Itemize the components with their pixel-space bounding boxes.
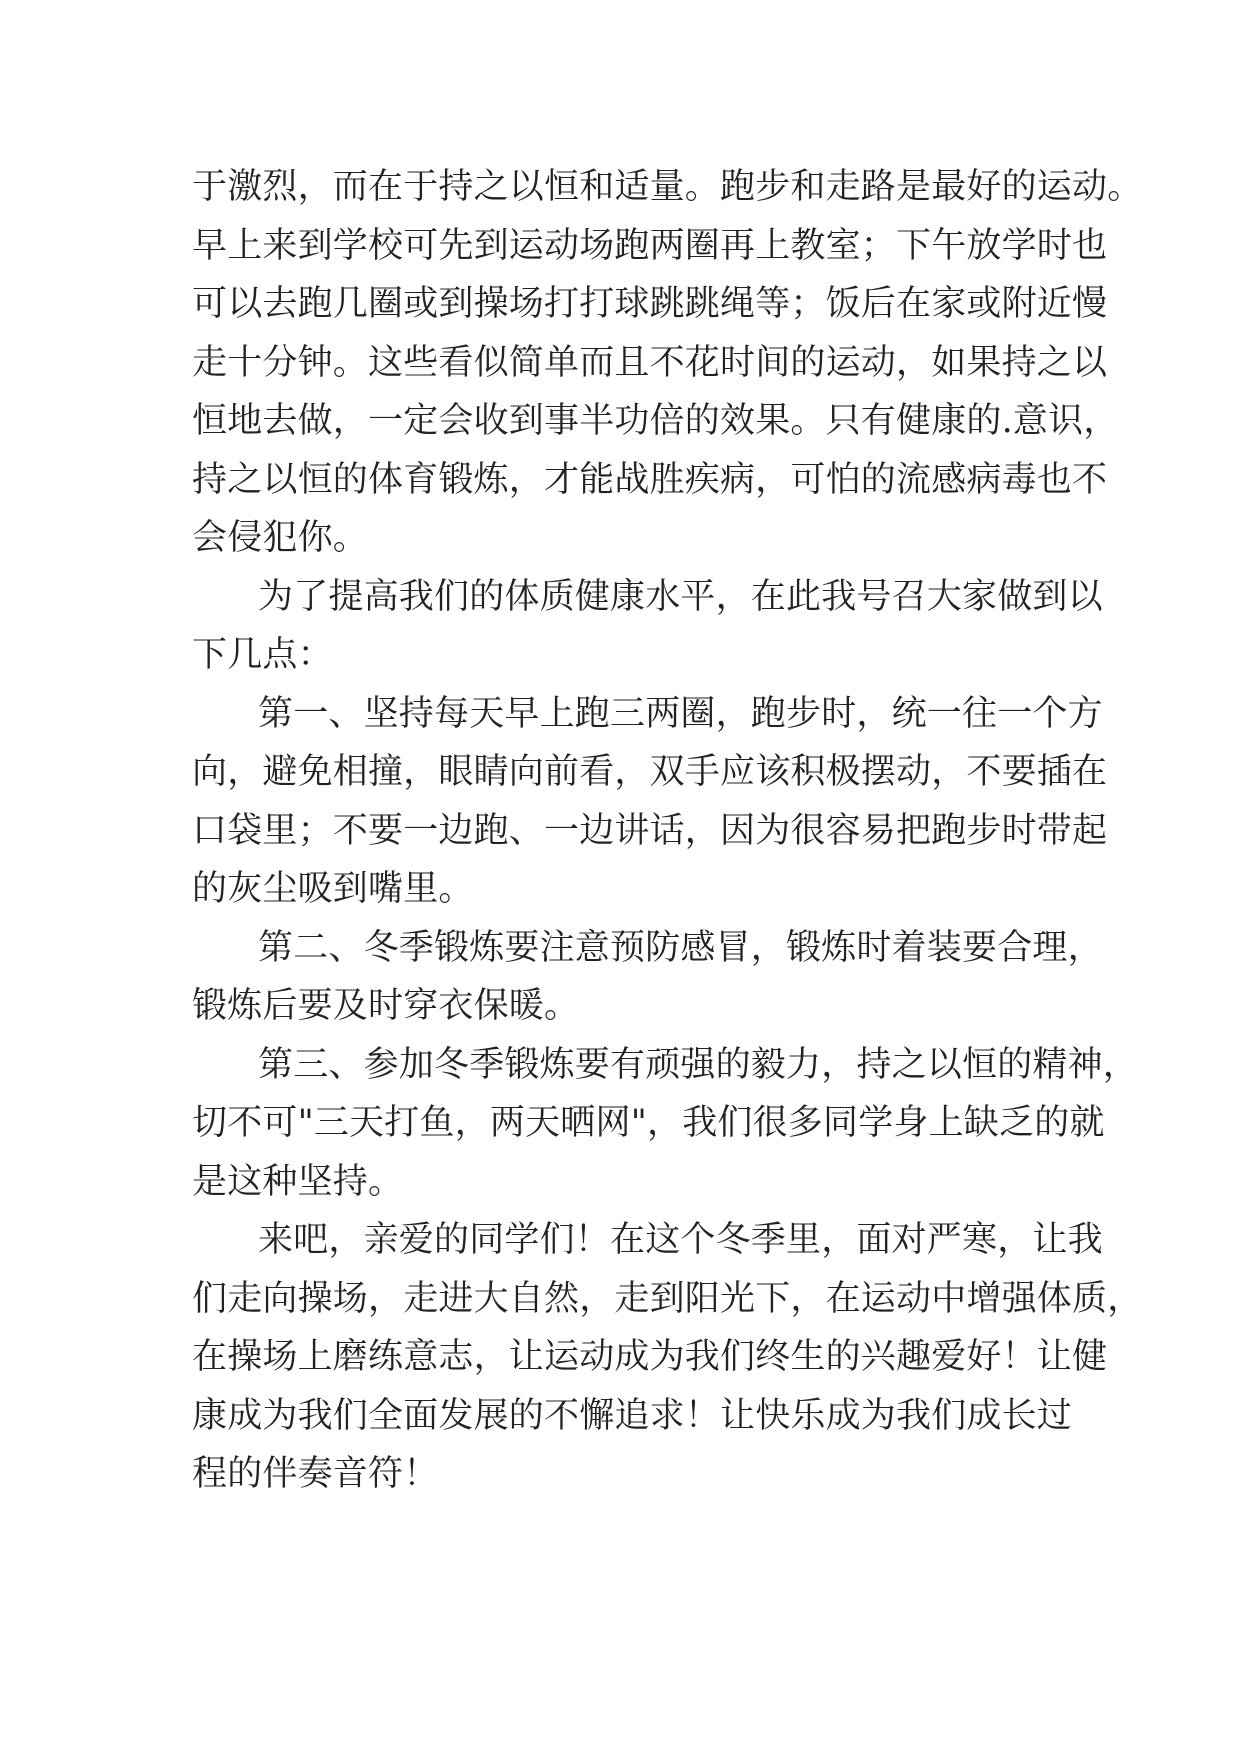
text-line: 第三、参加冬季锻炼要有顽强的毅力，持之以恒的精神，	[258, 1044, 1139, 1085]
paragraph-continuation	[192, 158, 1143, 568]
text-line: 为了提高我们的体质健康水平，在此我号召大家做到以	[258, 576, 1103, 617]
text-line: 康成为我们全面发展的不懈追求！让快乐成为我们成长过	[192, 1395, 1073, 1436]
text-line: 切不可"三天打鱼，两天晒网"，我们很多同学身上缺乏的就	[192, 1103, 1105, 1143]
paragraph-point-three	[192, 1036, 1139, 1212]
text-line: 向，避免相撞，眼睛向前看，双手应该积极摆动，不要插在	[192, 752, 1108, 792]
text-line: 于激烈，而在于持之以恒和适量。跑步和走路是最好的运动。	[192, 167, 1143, 207]
paragraph-point-one	[192, 685, 1108, 919]
text-line: 们走向操场，走进大自然，走到阳光下，在运动中增强体质，	[192, 1278, 1143, 1319]
document-body	[192, 158, 1143, 1504]
text-line: 是这种坚持。	[192, 1161, 404, 1202]
text-line: 可以去跑几圈或到操场打打球跳跳绳等；饭后在家或附近慢	[192, 284, 1108, 324]
paragraph-closing	[192, 1211, 1143, 1504]
paragraph-call-to-action	[192, 568, 1103, 685]
paragraph-point-two	[192, 919, 1103, 1036]
text-line: 在操场上磨练意志，让运动成为我们终生的兴趣爱好！让健	[192, 1337, 1108, 1377]
text-line: 会侵犯你。	[192, 518, 369, 558]
text-line: 锻炼后要及时穿衣保暖。	[192, 986, 580, 1026]
text-line: 程的伴奏音符！	[192, 1454, 439, 1494]
text-line: 持之以恒的体育锻炼，才能战胜疾病，可怕的流感病毒也不	[192, 459, 1108, 500]
text-line: 恒地去做，一定会收到事半功倍的效果。只有健康的.意识，	[192, 401, 1119, 441]
text-line: 下几点：	[192, 635, 333, 675]
text-line: 第一、坚持每天早上跑三两圈，跑步时，统一往一个方	[258, 693, 1103, 734]
text-line: 来吧，亲爱的同学们！在这个冬季里，面对严寒，让我	[258, 1220, 1103, 1260]
text-line: 走十分钟。这些看似简单而且不花时间的运动，如果持之以	[192, 342, 1108, 383]
text-line: 早上来到学校可先到运动场跑两圈再上教室；下午放学时也	[192, 225, 1108, 266]
text-line: 口袋里；不要一边跑、一边讲话，因为很容易把跑步时带起	[192, 810, 1108, 851]
text-line: 第二、冬季锻炼要注意预防感冒，锻炼时着装要合理，	[258, 927, 1103, 968]
text-line: 的灰尘吸到嘴里。	[192, 869, 474, 909]
